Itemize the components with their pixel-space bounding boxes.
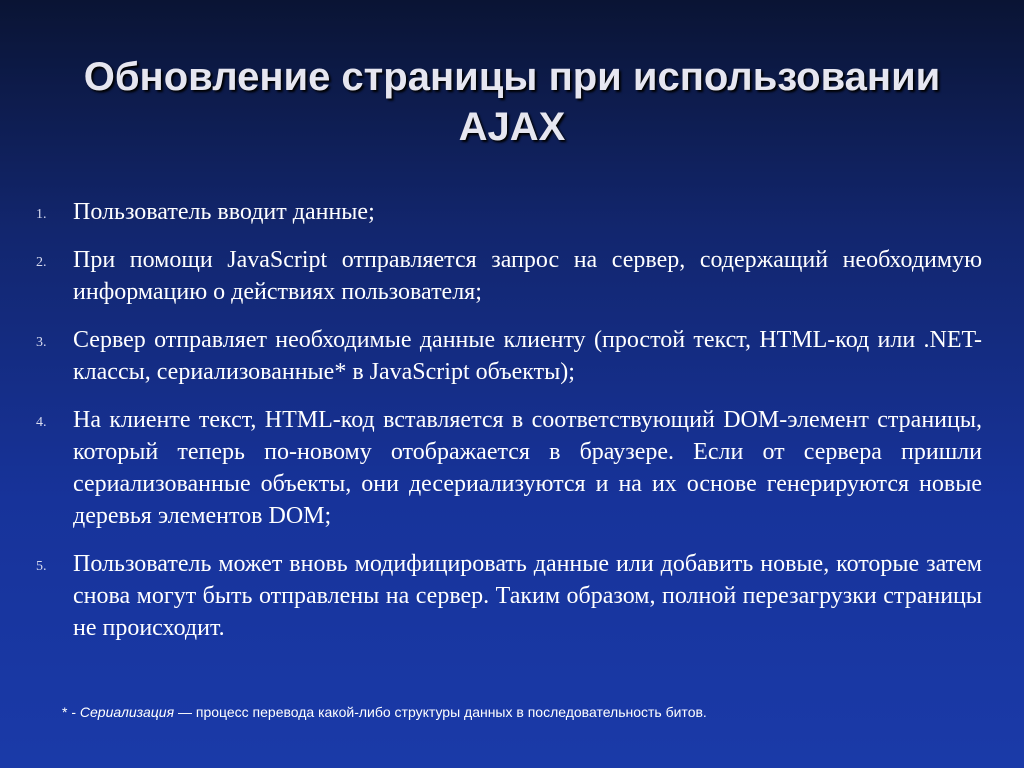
list-item [36,244,982,308]
list-item-text: На клиенте текст, HTML-код вставляется в соответствующий DOM-элемент страницы, который теперь по-новому отображается в браузере. Если от сервера пришли сериализованные объекты, они десериализуются и на их основе генерируются новые деревья элементов DOM; [73,407,982,529]
list-item-text: При помощи JavaScript отправляется запрос на сервер, содержащий необходимую информацию о действиях пользователя; [73,247,982,305]
list-item-text: Сервер отправляет необходимые данные клиенту (простой текст, HTML-код или .NET-классы, сериализованные* в JavaScript объекты); [73,327,982,385]
steps-list [36,196,982,660]
list-item [36,324,982,388]
list-item-number: 1. [36,207,47,222]
footnote-definition: — процесс перевода какой-либо структуры данных в последовательность битов. [177,704,707,720]
list-item-number: 4. [36,415,47,430]
list-item-number: 3. [36,335,47,350]
list-item-text: Пользователь может вновь модифицировать данные или добавить новые, которые затем снова могут быть отправлены на сервер. Таким образом, полной перезагрузки страницы не происходит. [73,551,982,641]
footnote-term: Сериализация [79,704,175,720]
list-item [36,196,982,228]
list-item-text: Пользователь вводит данные; [73,199,375,225]
list-item-number: 2. [36,255,47,270]
footnote [62,702,707,722]
list-item [36,548,982,644]
list-item-number: 5. [36,559,47,574]
list-item [36,404,982,532]
slide-title: Обновление страницы при использовании AJAX [83,55,941,149]
footnote-marker: * - [62,704,76,720]
